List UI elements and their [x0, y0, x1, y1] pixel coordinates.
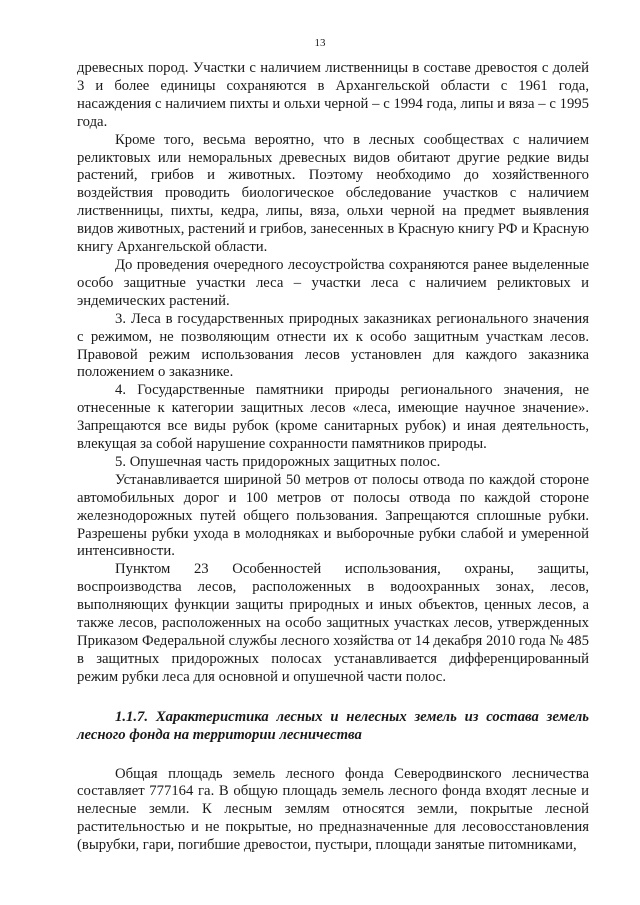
page-body [77, 60, 589, 855]
body-paragraph: 5. Опушечная часть придорожных защитных полос. [115, 453, 441, 470]
body-paragraph: древесных пород. Участки с наличием лиственницы в составе древостоя с долей 3 и более единицы сохраняются в Архангельской области с 1961 года, насаждения с наличием пихты и ольхи черной – с 1994 года, липы и вяза – с 1995 года. [77, 60, 589, 130]
section-heading: 1.1.7. Характеристика лесных и нелесных земель из состава земель лесного фонда на территории лесничества [77, 708, 589, 743]
paragraphs-after-heading [77, 766, 589, 856]
paragraphs-before-heading [77, 60, 589, 687]
body-paragraph: 3. Леса в государственных природных заказниках регионального значения с режимом, не позволяющим отнести их к особо защитным участкам лесов. Правовой режим использования лесов установлен для каждого заказника положением о заказнике. [77, 310, 589, 381]
body-paragraph: Кроме того, весьма вероятно, что в лесных сообществах с наличием реликтовых или неморальных древесных видов обитают другие редкие виды растений, грибов и животных. Поэтому необходимо до хозяйственного воздействия проводить биологическое обследование участков с наличием лиственницы, пихты, кедра, липы, вяза, ольхи черной на предмет выявления видов животных, растений и грибов, занесенных в Красную книгу РФ и Красную книгу Архангельской области. [77, 131, 589, 256]
body-paragraph: Общая площадь земель лесного фонда Северодвинского лесничества составляет 777164 га. В общую площадь земель лесного фонда входят лесные и нелесные земли. К лесным землям относятся земли, покрытые лесной растительностью и не покрытые, но предназначенные для лесовосстановления (вырубки, гари, погибшие древостои, пустыри, площади занятые питомниками, [77, 765, 589, 854]
body-paragraph: 4. Государственные памятники природы регионального значения, не отнесенные к категории защитных лесов «леса, имеющие научное значение». Запрещаются все виды рубок (кроме санитарных рубок) и иная деятельность, влекущая за собой нарушение сохранности памятников природы. [77, 382, 589, 453]
body-paragraph: Устанавливается шириной 50 метров от полосы отвода по каждой стороне автомобильных дорог и 100 метров от полосы отвода по каждой стороне железнодорожных путей общего пользования. Запрещаются сплошные рубки. Разрешены рубки ухода в молодняках и выборочные рубки слабой и умеренной интенсивности. [77, 471, 589, 560]
body-paragraph: Пунктом 23 Особенностей использования, охраны, защиты, воспроизводства лесов, расположенных в водоохранных зонах, лесов, выполняющих функции защиты природных и иных объектов, ценных лесов, а также лесов, расположенных на особо защитных участках лесов, утвержденных Приказом Федеральной службы лесного хозяйства от 14 декабря 2010 года № 485 в защитных придорожных полосах устанавливается дифференцированный режим рубки леса для основной и опушечной части полос. [77, 561, 589, 685]
body-paragraph: До проведения очередного лесоустройства сохраняются ранее выделенные особо защитные участки леса – участки леса с наличием реликтовых и эндемических растений. [77, 256, 589, 309]
page-number: 13 [314, 37, 326, 49]
